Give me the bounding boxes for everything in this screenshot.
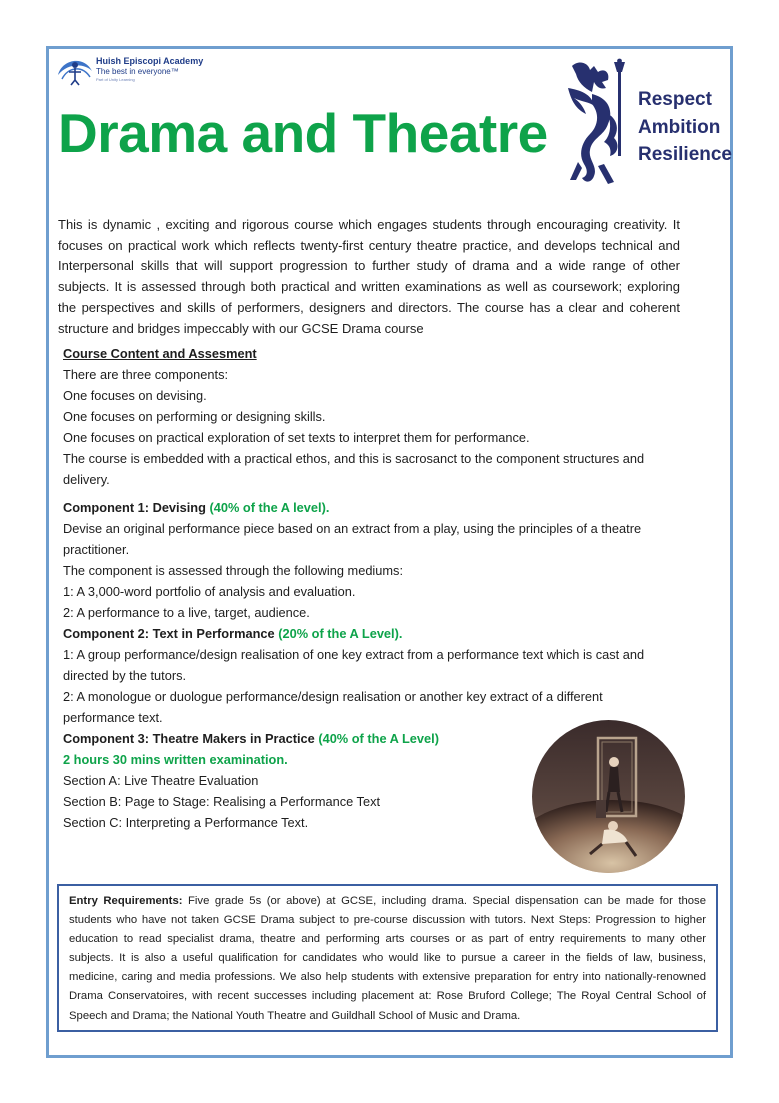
component-line: The component is assessed through the following mediums: (63, 563, 404, 578)
course-line: One focuses on devising. (63, 388, 207, 403)
component-1-heading (63, 497, 678, 518)
entry-requirements-box (57, 884, 718, 1032)
course-line: One focuses on practical exploration of set texts to interpret them for performance. (63, 430, 530, 445)
component-title: Component 3: Theatre Makers in Practice (63, 731, 319, 746)
component-weight: (40% of the A Level) (318, 731, 439, 746)
component-line: 2: A performance to a live, target, audience. (63, 605, 310, 620)
component-line: 2: A monologue or duologue performance/design realisation or another key extract of a different performance text. (63, 689, 603, 725)
theatre-photo (532, 720, 685, 873)
value-respect: Respect (638, 89, 712, 110)
value-resilience: Resilience (638, 144, 732, 165)
school-values (638, 86, 732, 169)
school-tagline: The best in everyone™ (96, 67, 179, 76)
component-exam: 2 hours 30 mins written examination. (63, 752, 288, 767)
component-line: Section A: Live Theatre Evaluation (63, 773, 259, 788)
course-line: There are three components: (63, 367, 229, 382)
component-line: Section C: Interpreting a Performance Text. (63, 815, 309, 830)
intro-paragraph: This is dynamic , exciting and rigorous course which engages students through encouraging creativity. It focuses on practical work which reflects twenty-first century theatre practice, and develops technical and Interpersonal skills that will support progression to further study of drama and a wide range of other subjects. It is assessed through both practical and written examinations as well as coursework; exploring the perspectives and skills of performers, designers and directors. The course has a clear and coherent structure and bridges impeccably with our GCSE Drama course (58, 217, 680, 336)
entry-label: Entry Requirements: (69, 895, 183, 907)
school-name: Huish Episcopi Academy (96, 56, 204, 66)
component-title: Component 2: Text in Performance (63, 626, 279, 641)
component-line: Section B: Page to Stage: Realising a Performance Text (63, 794, 381, 809)
school-small-text: Part of Unity Learning (96, 77, 135, 82)
course-line: One focuses on performing or designing skills. (63, 409, 326, 424)
value-ambition: Ambition (638, 116, 721, 138)
component-line: 1: A group performance/design realisation of one key extract from a performance text which is cast and directed by the tutors. (63, 647, 645, 683)
component-line: 1: A 3,000-word portfolio of analysis and evaluation. (63, 584, 356, 599)
dragon-crest-icon (564, 58, 634, 190)
course-heading: Course Content and Assesment (63, 346, 257, 361)
component-title: Component 1: Devising (63, 500, 210, 515)
component-weight: (40% of the A level). (209, 500, 330, 515)
entry-text: Five grade 5s (or above) at GCSE, including drama. Special dispensation can be made for those students who have not taken GCSE Drama subject to pre-course discussion with tutors. Next Steps: Progression to higher education to read specialist drama, theatre and performing arts courses or as part of entry requirements to many other subjects. It is also a useful qualification for candidates who would like to pursue a career in the fields of law, business, medicine, caring and media professions. We also help students with extensive preparation for entry into nationally-renowned Drama Conservatoires, with recent successes including placement at: Rose Bruford College; The Royal Central School of Speech and Drama; the National Youth Theatre and Guildhall School of Music and Drama. (69, 895, 706, 1022)
component-line: Devise an original performance piece based on an extract from a play, using the principles of a theatre practitioner. (63, 521, 642, 557)
component-2-heading (63, 623, 678, 644)
course-line: The course is embedded with a practical ethos, and this is sacrosanct to the component structures and delivery. (63, 451, 645, 487)
page-title: Drama and Theatre (58, 102, 548, 164)
component-weight: (20% of the A Level). (278, 626, 403, 641)
